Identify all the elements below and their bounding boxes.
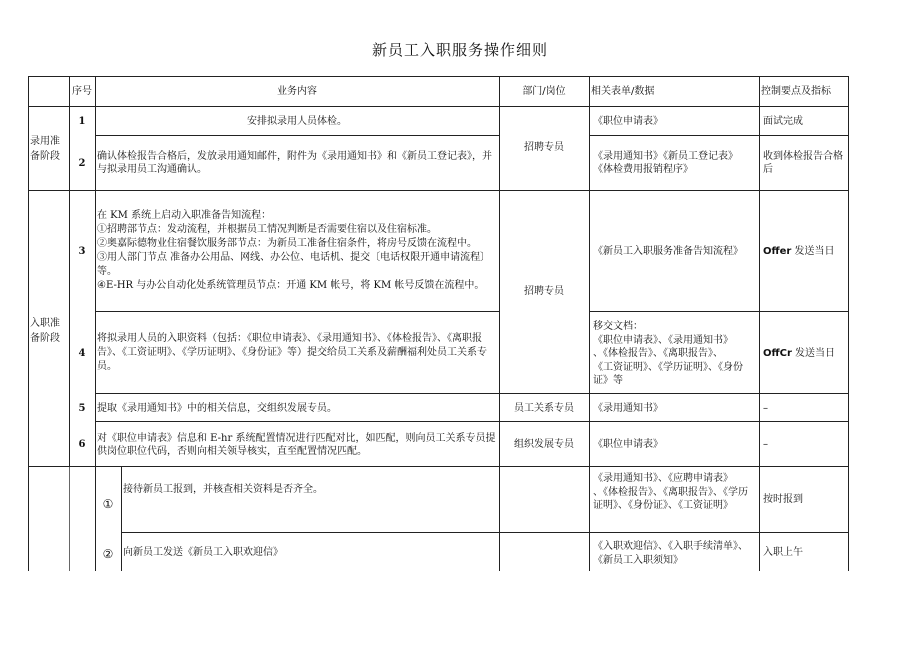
table-divider [28,106,849,107]
row-3-control-offer: Offer [763,246,792,257]
row-8-forms: 《入职欢迎信》、《入职手续清单》、《新员工入职须知》 [593,541,748,566]
row-6-content: 对《职位申请表》信息和 E-hr 系统配置情况进行匹配对比，如匹配，则向员工关系专员提供岗位职位代码，否则向相关领导核实，直至配置情况匹配。 [97,433,496,457]
row-7-seq: ① [102,498,114,511]
table-divider [28,190,849,191]
table-divider [95,311,500,312]
row-3-line-1: 在 KM 系统上启动入职准备告知流程： [97,210,272,221]
row-3-control-time: 发送当日 [791,246,835,257]
row-3-line-4: ③用人部门节点 准备办公用品、网线、办公位、电话机、提交〔电话权限开通申请流程〕等。 [97,252,491,277]
table-divider [589,311,849,312]
row-3-seq: 3 [78,246,86,257]
page-title: 新员工入职服务操作细则 [371,41,548,59]
row-5-control: – [763,403,768,414]
row-1-control: 面试完成 [763,116,803,127]
row-3-4-dept: 招聘专员 [524,286,564,297]
row-3-line-2: ①招聘部节点：发动流程，并根据员工情况判断是否需要住宿以及住宿标准。 [97,224,437,235]
table-divider [95,135,500,136]
header-control: 控制要点及指标 [761,86,831,97]
header-content: 业务内容 [277,86,317,97]
row-2-forms: 《录用通知书》《新员工登记表》 《体检费用报销程序》 [593,151,738,175]
row-3-line-5: ④E-HR 与办公自动化处系统管理员节点：开通 KM 帐号，将 KM 帐号反馈在流程中。 [97,280,485,291]
row-2-content: 确认体检报告合格后，发放录用通知邮件，附件为《录用通知书》和《新员工登记表》，并与拟录用员工沟通确认。 [97,151,492,175]
table-divider [69,466,70,571]
row-3-content [95,209,499,293]
row-5-dept: 员工关系专员 [514,403,574,414]
row-4-control-time: 发送当日 [791,348,836,359]
table-border-right [848,76,849,571]
row-7-control: 按时报到 [763,494,803,505]
row-4-content: 将拟录用人员的入职资料（包括：《职位申请表》、《录用通知书》、《体检报告》、《离职报告》、《工资证明》、《学历证明》、《身份证》等）提交给员工关系及薪酬福利处员工关系专员。 [97,333,487,372]
header-seq: 序号 [72,86,92,97]
row-8-content: 向新员工发送《新员工入职欢迎信》 [123,547,283,558]
row-1-2-dept: 招聘专员 [524,142,564,153]
operation-table [28,76,848,571]
row-6-dept: 组织发展专员 [514,439,574,450]
row-4-seq: 4 [78,348,86,359]
row-6-seq: 6 [78,439,86,450]
table-divider [95,393,849,394]
row-3-forms: 《新员工入职服务准备告知流程》 [593,246,743,257]
table-border-top [28,76,849,77]
row-4-control-offer: OffCr [763,348,792,359]
row-1-seq: 1 [78,116,86,127]
row-8-seq: ② [102,548,114,561]
stage-label-hiring-prep: 录用准备阶段 [30,136,60,162]
table-divider [28,466,849,467]
stage-label-onboarding-prep: 入职准备阶段 [30,318,60,344]
row-6-control: – [763,439,768,450]
row-8-control: 入职上午 [763,547,803,558]
header-forms: 相关表单/数据 [591,86,655,97]
header-dept: 部门/岗位 [522,86,566,97]
row-1-forms: 《职位申请表》 [593,116,663,127]
row-2-seq: 2 [78,158,86,169]
row-4-control [760,347,848,360]
row-3-control [760,245,848,258]
table-divider [589,135,849,136]
row-1-content: 安排拟录用人员体检。 [247,116,347,127]
row-6-forms: 《职位申请表》 [593,439,663,450]
row-7-content: 接待新员工报到，并核查相关资料是否齐全。 [123,484,323,495]
row-5-content: 提取《录用通知书》中的相关信息，交组织发展专员。 [97,403,337,414]
row-4-forms: 移交文档： 《职位申请表》、《录用通知书》 、《体检报告》、《离职报告》、 《工资证明》、《学历证明》、《身份证》等 [593,321,743,386]
row-5-seq: 5 [78,403,86,414]
row-2-control: 收到体检报告合格后 [763,151,843,175]
table-divider [121,532,849,533]
row-5-forms: 《录用通知书》 [593,403,663,414]
row-7-forms: 《录用通知书》、《应聘申请表》 、《体检报告》、《离职报告》、《学历证明》、《身份证》、《工资证明》 [593,473,748,511]
row-3-line-3: ②奥嘉际德物业住宿餐饮服务部节点：为新员工准备住宿条件，将房号反馈在流程中。 [97,238,477,249]
table-divider [95,421,849,422]
